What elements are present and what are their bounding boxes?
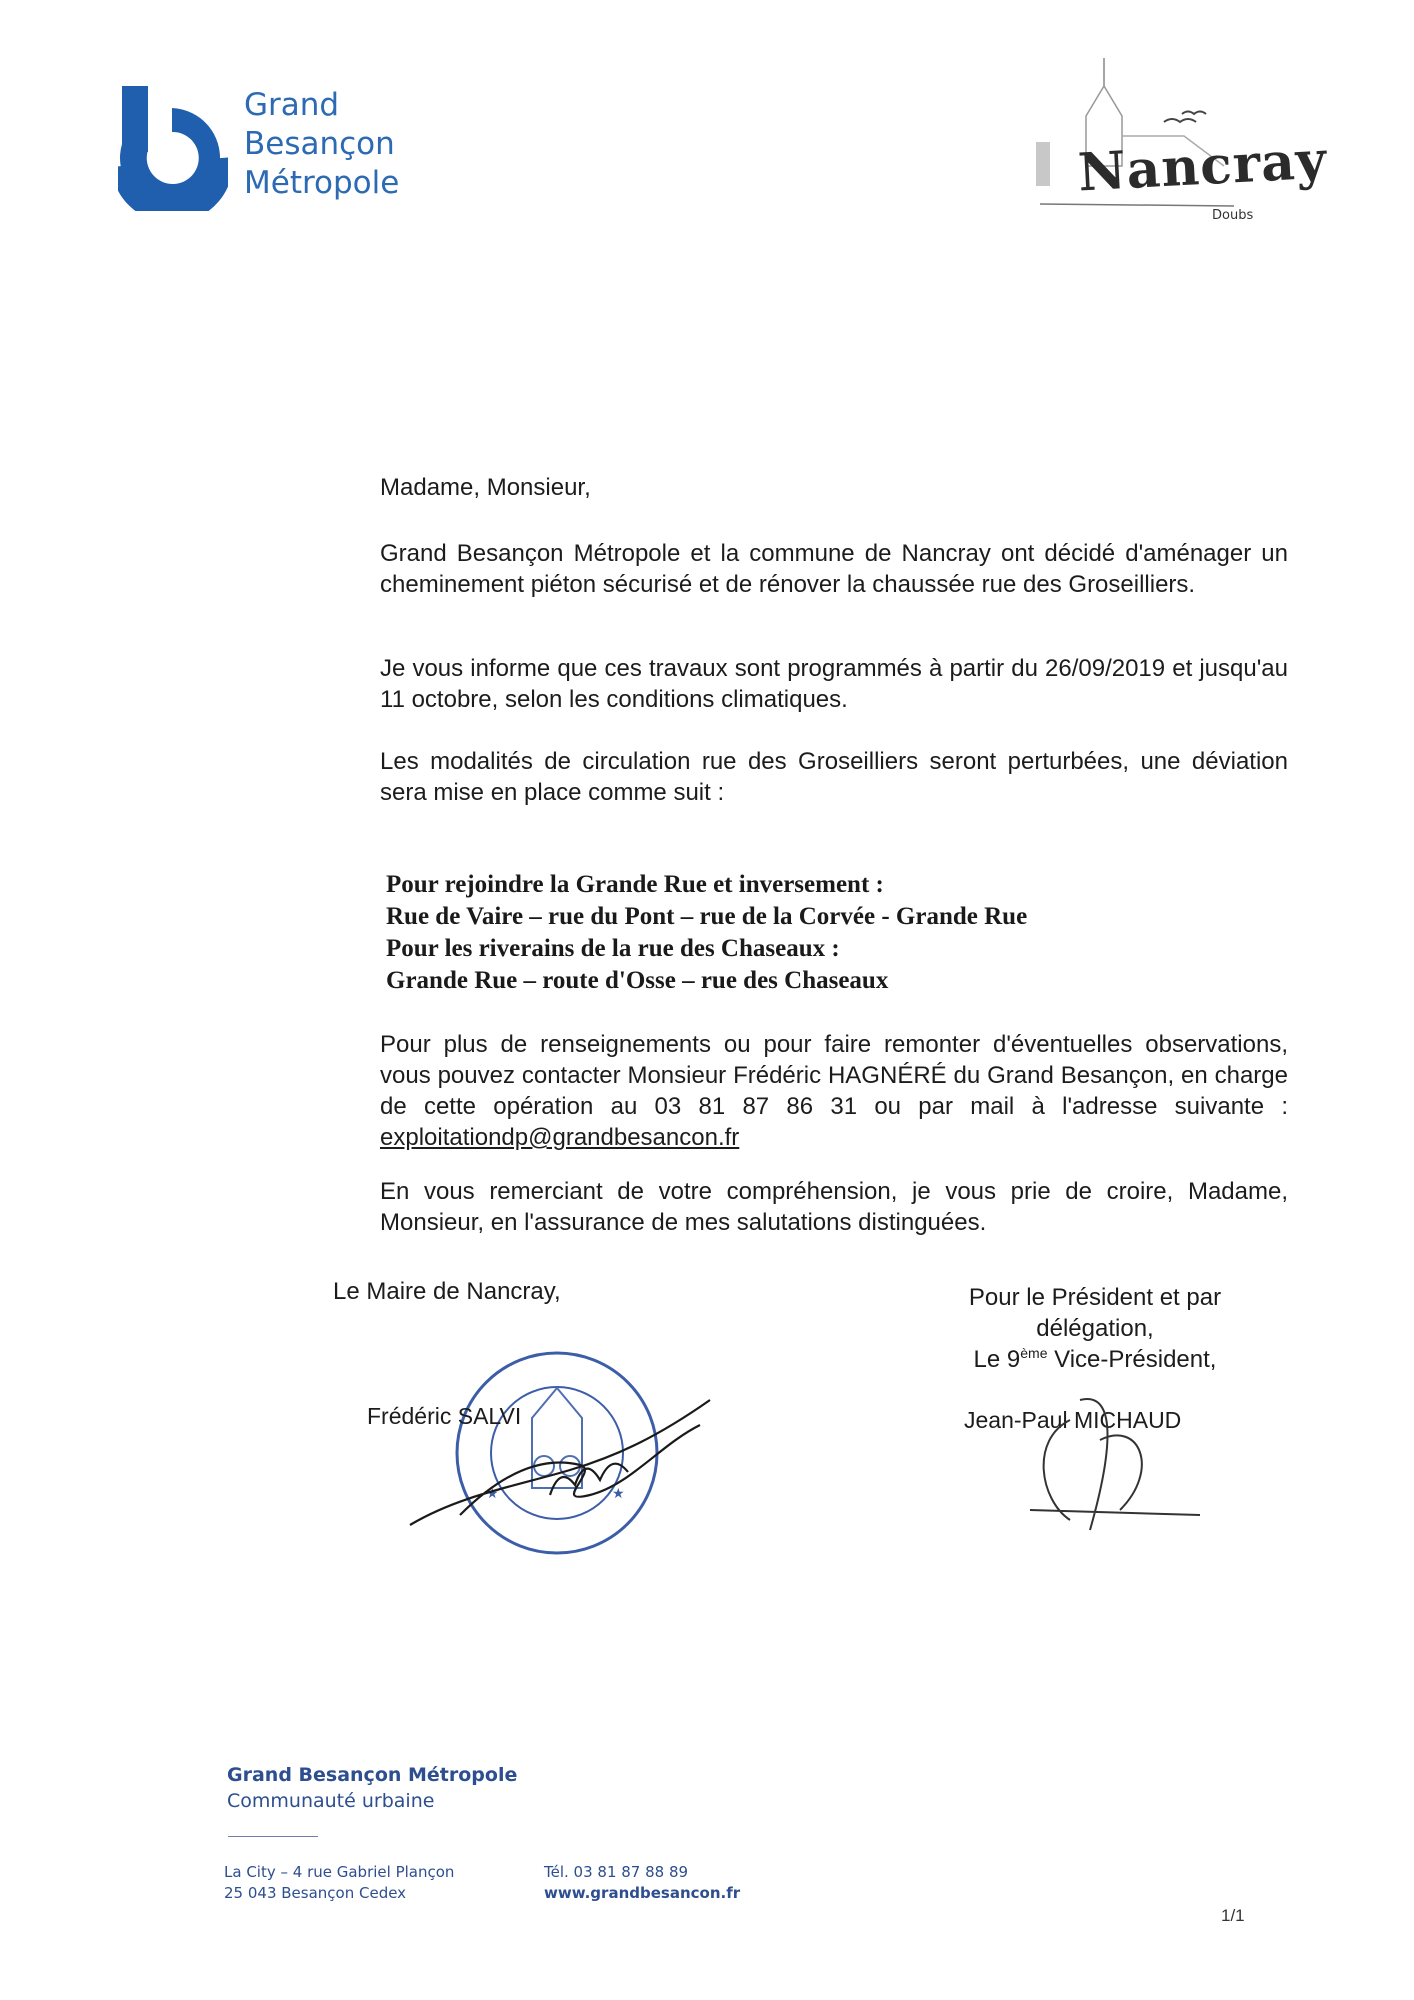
paragraph-1 xyxy=(380,538,1288,600)
nancray-logo-name: Nancray xyxy=(1076,129,1329,204)
right-title-line-1: Pour le Président et par xyxy=(968,1284,1222,1311)
paragraph-2-text: Je vous informe que ces travaux sont programmés à partir du 26/09/2019 et jusqu'au 11 octobre, selon les conditions climatiques. xyxy=(380,655,1288,713)
svg-text:★: ★ xyxy=(486,1486,499,1502)
footer-org-name: Grand Besançon Métropole xyxy=(227,1764,518,1786)
route-line-4: Grande Rue – route d'Osse – rue des Chaseaux xyxy=(386,967,889,994)
closing-text: En vous remerciant de votre compréhension, je vous prie de croire, Madame, Monsieur, en l'assurance de mes salutations distinguées. xyxy=(380,1178,1288,1236)
salutation: Madame, Monsieur, xyxy=(380,474,591,501)
gbm-b-mark-icon xyxy=(118,86,228,211)
gbm-logo xyxy=(118,86,458,216)
paragraph-4 xyxy=(380,1029,1288,1153)
paragraph-3-text: Les modalités de circulation rue des Groseilliers seront perturbées, une déviation sera mise en place comme suit : xyxy=(380,748,1288,806)
route-line-1: Pour rejoindre la Grande Rue et inversement : xyxy=(386,871,884,898)
left-signatory-name: Frédéric SALVI xyxy=(367,1403,522,1429)
right-signatory-title xyxy=(930,1282,1260,1375)
right-signatory-name: Jean-Paul MICHAUD xyxy=(964,1407,1182,1433)
right-title-line-3: Le 9ème Vice-Président, xyxy=(973,1345,1217,1373)
paragraph-1-text: Grand Besançon Métropole et la commune de Nancray ont décidé d'aménager un cheminement piéton sécurisé et de rénover la chaussée rue des Groseilliers. xyxy=(380,540,1288,598)
nancray-logo xyxy=(1034,56,1329,246)
contact-email-link[interactable]: exploitationdp@grandbesancon.fr xyxy=(380,1124,740,1151)
gbm-logo-line-3: Métropole xyxy=(244,165,400,201)
gbm-logo-line-1: Grand xyxy=(244,87,340,123)
gbm-logo-line-2: Besançon xyxy=(244,126,395,162)
detour-routes xyxy=(386,869,1286,997)
mayor-signature xyxy=(400,1375,740,1545)
paragraph-3 xyxy=(380,746,1288,808)
route-line-3: Pour les riverains de la rue des Chaseaux : xyxy=(386,935,840,962)
footer-organization xyxy=(227,1762,517,1814)
paragraph-4-body: Pour plus de renseignements ou pour faire remonter d'éventuelles observations, vous pouvez contacter Monsieur Frédéric HAGNÉRÉ du Grand Besançon, en charge de cette opération au 03 81 87 86 31 ou par mail à l'adresse suivante : xyxy=(380,1031,1288,1120)
vice-president-signature xyxy=(1010,1380,1210,1540)
right-title-line-2: délégation, xyxy=(1036,1315,1154,1342)
footer-address-line-1: La City – 4 rue Gabriel Plançon xyxy=(224,1863,455,1881)
handwritten-signature-icon xyxy=(400,1375,740,1545)
handwritten-signature-icon xyxy=(1010,1380,1210,1540)
paragraph-4-text xyxy=(380,1029,1288,1153)
footer-contact xyxy=(544,1862,740,1904)
footer-website-link[interactable]: www.grandbesancon.fr xyxy=(544,1884,741,1902)
footer-address-line-2: 25 043 Besançon Cedex xyxy=(224,1884,407,1902)
page-number: 1/1 xyxy=(1221,1906,1245,1925)
footer-phone: Tél. 03 81 87 88 89 xyxy=(544,1863,689,1881)
svg-text:★: ★ xyxy=(612,1486,625,1502)
paragraph-2 xyxy=(380,653,1288,715)
left-signatory-title: Le Maire de Nancray, xyxy=(333,1278,561,1305)
nancray-logo-dept: Doubs xyxy=(1212,208,1254,223)
closing-paragraph xyxy=(380,1176,1288,1238)
route-line-2: Rue de Vaire – rue du Pont – rue de la Corvée - Grande Rue xyxy=(386,903,1028,930)
footer-org-type: Communauté urbaine xyxy=(227,1790,435,1812)
footer-divider xyxy=(228,1836,318,1837)
footer-address xyxy=(224,1862,454,1904)
